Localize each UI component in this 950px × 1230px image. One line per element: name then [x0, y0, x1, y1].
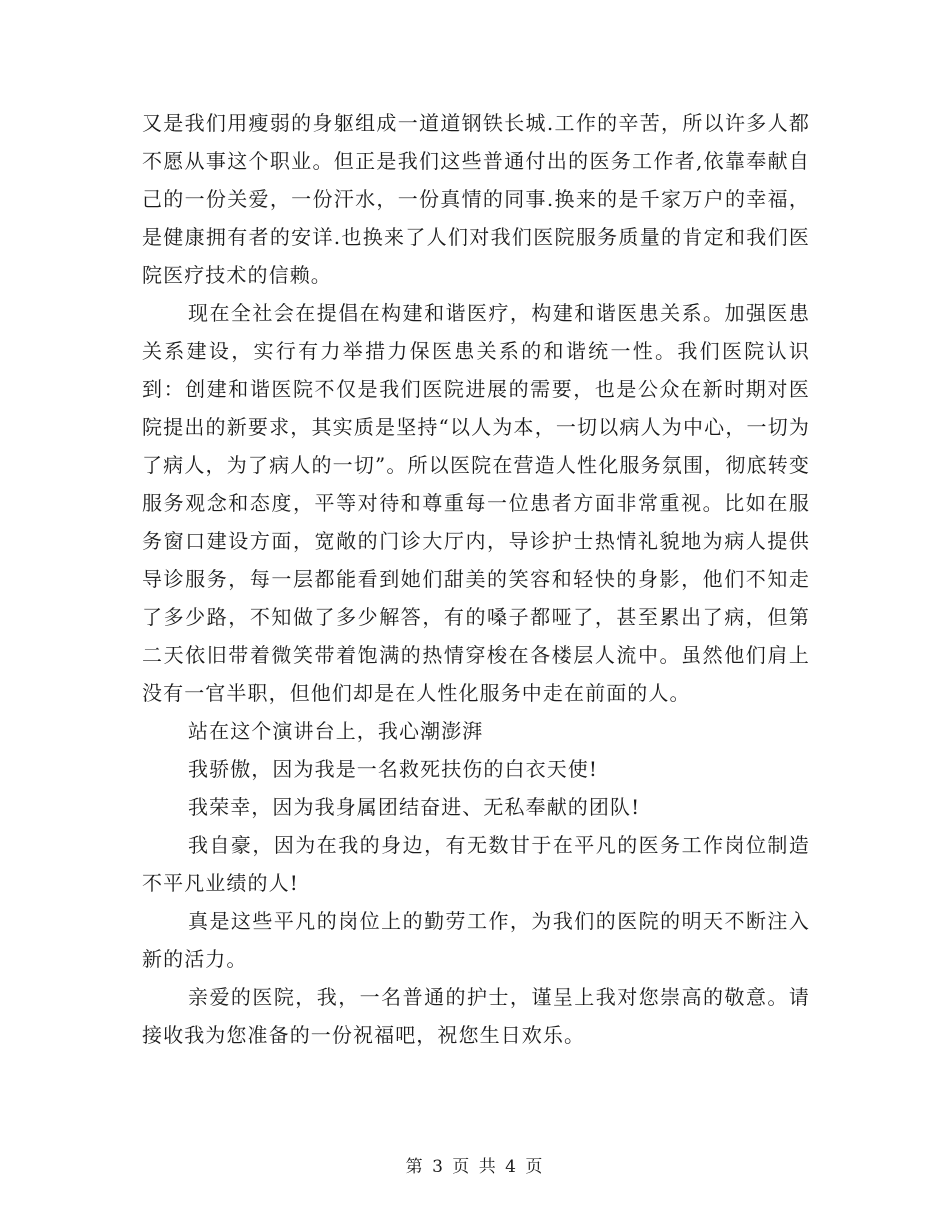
page-number-footer: 第 3 页 共 4 页 — [405, 1157, 545, 1177]
paragraph-1: 又是我们用瘦弱的身躯组成一道道钢铁长城.工作的辛苦，所以许多人都不愿从事这个职业。但正是我们这些普通付出的医务工作者,依靠奉献自己的一份关爱，一份汗水，一份真情的同事.换来的是千家万户的幸福，是健康拥有者的安详.也换来了人们对我们医院服务质量的肯定和我们医院医疗技术的信赖。 — [142, 111, 810, 287]
paragraph-3: 站在这个演讲台上，我心潮澎湃 — [188, 719, 484, 743]
paragraph-6: 我自豪，因为在我的身边，有无数甘于在平凡的医务工作岗位制造不平凡业绩的人! — [142, 833, 810, 895]
paragraph-7: 真是这些平凡的岗位上的勤劳工作，为我们的医院的明天不断注入新的活力。 — [142, 909, 810, 971]
document-body — [142, 104, 810, 1054]
paragraph-8: 亲爱的医院，我，一名普通的护士，谨呈上我对您崇高的敬意。请接收我为您准备的一份祝福吧，祝您生日欢乐。 — [142, 985, 810, 1047]
paragraph-2: 现在全社会在提倡在构建和谐医疗，构建和谐医患关系。加强医患关系建设，实行有力举措力保医患关系的和谐统一性。我们医院认识到：创建和谐医院不仅是我们医院进展的需要，也是公众在新时期对医院提出的新要求，其实质是坚持“以人为本，一切以病人为中心，一切为了病人，为了病人的一切”。所以医院在营造人性化服务氛围，彻底转变服务观念和态度，平等对待和尊重每一位患者方面非常重视。比如在服务窗口建设方面，宽敞的门诊大厅内，导诊护士热情礼貌地为病人提供导诊服务，每一层都能看到她们甜美的笑容和轻快的身影，他们不知走了多少路，不知做了多少解答，有的嗓子都哑了，甚至累出了病，但第二天依旧带着微笑带着饱满的热情穿梭在各楼层人流中。虽然他们肩上没有一官半职，但他们却是在人性化服务中走在前面的人。 — [142, 301, 810, 705]
paragraph-5: 我荣幸，因为我身属团结奋进、无私奉献的团队! — [188, 795, 641, 819]
paragraph-4: 我骄傲，因为我是一名救死扶伤的白衣天使! — [188, 757, 599, 781]
